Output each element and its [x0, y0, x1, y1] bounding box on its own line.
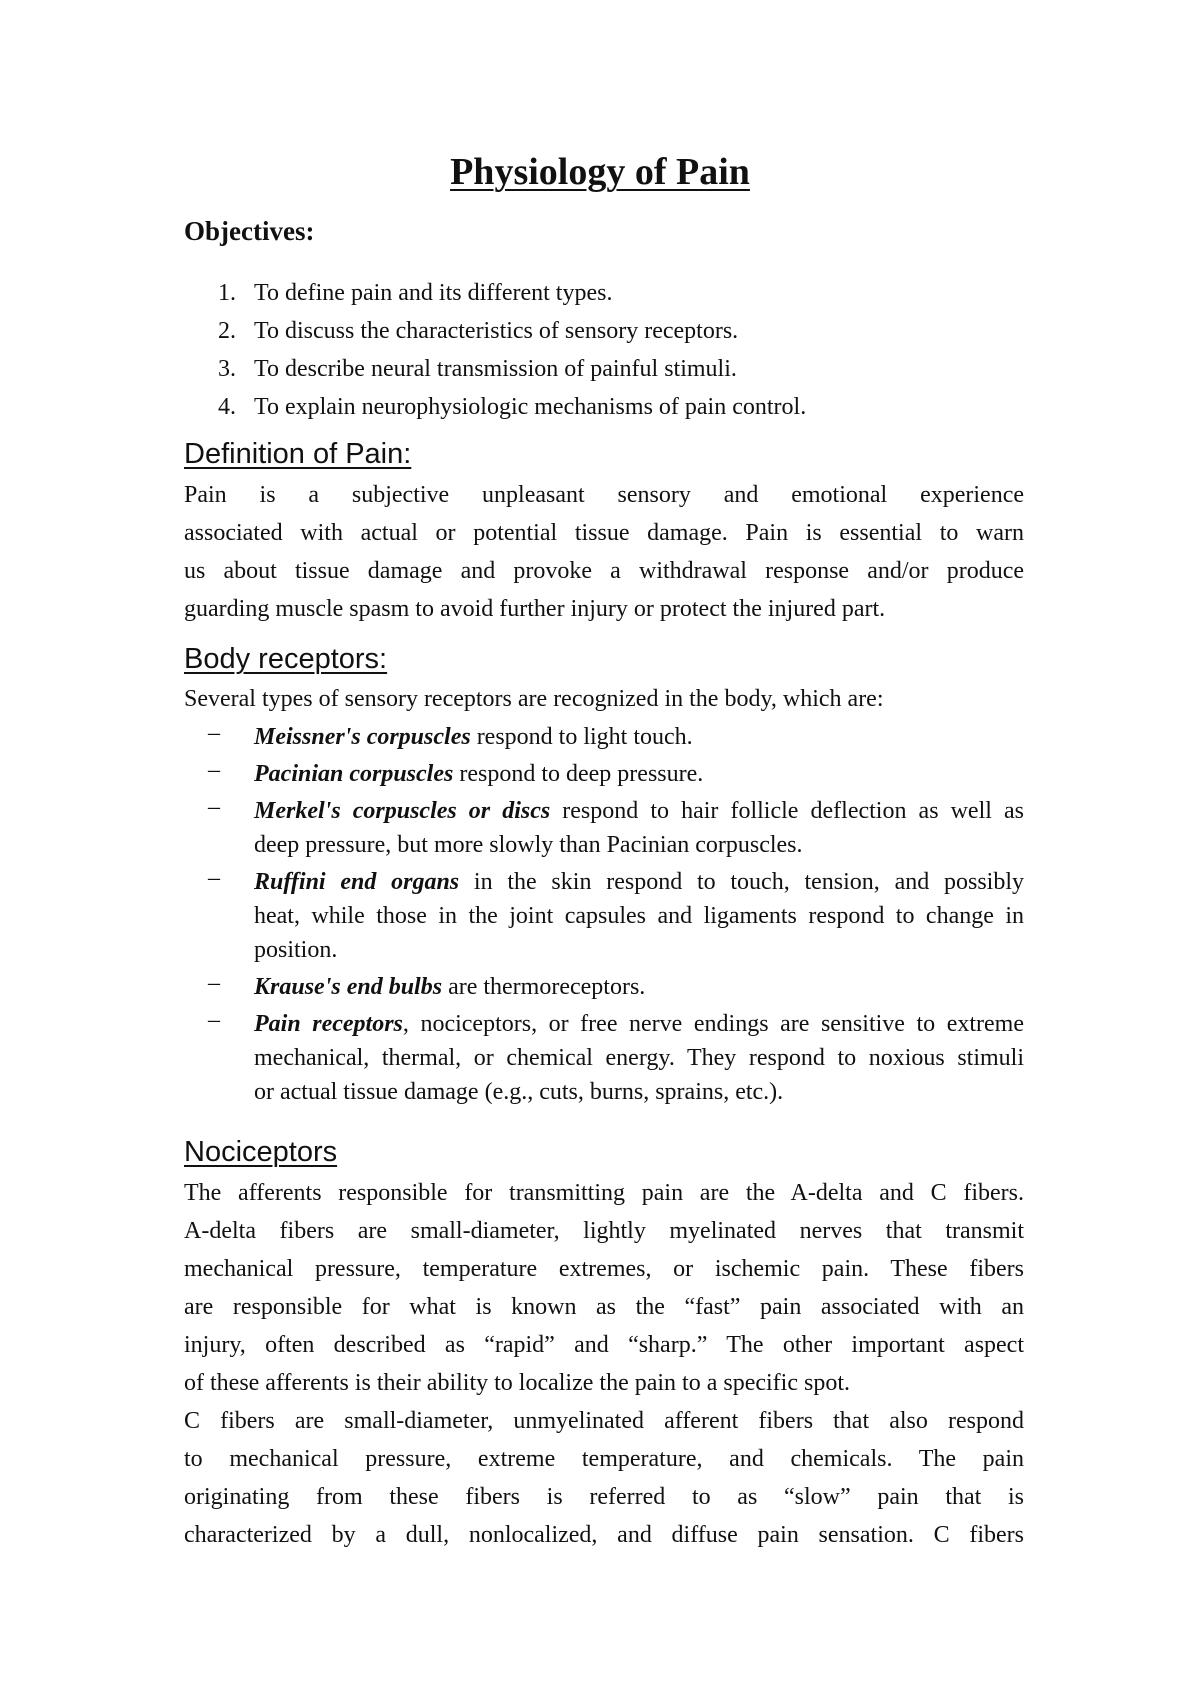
- receptor-term: Pain receptors: [254, 1011, 403, 1037]
- receptor-line: heat, while those in the joint capsules and ligaments respond to change in: [254, 903, 1024, 929]
- paragraph-line: mechanical pressure, temperature extremes, or ischemic pain. These fibers: [184, 1256, 1024, 1282]
- receptor-description: are thermoreceptors.: [442, 974, 646, 1000]
- receptor-description: in the skin respond to touch, tension, and possibly: [459, 869, 1024, 895]
- receptor-line: position.: [254, 937, 338, 963]
- receptor-term: Meissner's corpuscles: [254, 724, 471, 750]
- paragraph-line: to mechanical pressure, extreme temperature, and chemicals. The pain: [184, 1446, 1024, 1472]
- paragraph-line: us about tissue damage and provoke a withdrawal response and/or produce: [184, 558, 1024, 584]
- objective-number: 3.: [218, 356, 236, 382]
- page-title: Physiology of Pain: [450, 151, 750, 193]
- objectives-list: [218, 278, 806, 430]
- objective-item: [218, 354, 806, 392]
- receptor-term: Merkel's corpuscles or discs: [254, 798, 551, 824]
- objective-item: [218, 392, 806, 430]
- objective-number: 2.: [218, 318, 236, 344]
- definition-heading: Definition of Pain:: [184, 438, 412, 470]
- receptor-item: [184, 865, 1024, 967]
- objective-number: 4.: [218, 394, 236, 420]
- receptor-line: mechanical, thermal, or chemical energy. They respond to noxious stimuli: [254, 1045, 1024, 1071]
- receptor-line: [254, 757, 1024, 791]
- nociceptors-heading: Nociceptors: [184, 1136, 338, 1168]
- receptor-item: [184, 970, 1024, 1004]
- paragraph-line: are responsible for what is known as the “fast” pain associated with an: [184, 1294, 1024, 1320]
- nociceptors-paragraph: [184, 1174, 1024, 1554]
- paragraph-line: characterized by a dull, nonlocalized, and diffuse pain sensation. C fibers: [184, 1522, 1024, 1548]
- receptor-item: [184, 720, 1024, 754]
- paragraph-line: The afferents responsible for transmitting pain are the A-delta and C fibers.: [184, 1180, 1024, 1206]
- dash-bullet: –: [208, 865, 220, 891]
- receptor-item: [184, 757, 1024, 791]
- objective-text: To discuss the characteristics of sensory receptors.: [254, 318, 739, 344]
- receptor-description: respond to hair follicle deflection as well as: [550, 798, 1024, 824]
- objective-text: To describe neural transmission of painful stimuli.: [254, 356, 737, 382]
- dash-bullet: –: [208, 757, 220, 783]
- dash-bullet: –: [208, 1007, 220, 1033]
- objectives-heading: Objectives:: [184, 216, 315, 246]
- definition-paragraph: [184, 476, 1024, 628]
- receptor-line: [254, 794, 1024, 828]
- objective-number: 1.: [218, 280, 236, 306]
- dash-bullet: –: [208, 970, 220, 996]
- receptor-item: [184, 794, 1024, 862]
- receptor-line: or actual tissue damage (e.g., cuts, burns, sprains, etc.).: [254, 1079, 784, 1105]
- receptor-description: , nociceptors, or free nerve endings are sensitive to extreme: [402, 1011, 1024, 1037]
- receptor-line: [254, 865, 1024, 899]
- body-receptors-heading: Body receptors:: [184, 643, 388, 675]
- receptor-term: Ruffini end organs: [254, 869, 460, 895]
- receptor-item: [184, 1007, 1024, 1109]
- dash-bullet: –: [208, 720, 220, 746]
- paragraph-line: associated with actual or potential tissue damage. Pain is essential to warn: [184, 520, 1024, 546]
- receptor-line: deep pressure, but more slowly than Pacinian corpuscles.: [254, 832, 803, 858]
- receptor-line: [254, 720, 1024, 754]
- receptor-term: Pacinian corpuscles: [254, 761, 454, 787]
- paragraph-line: of these afferents is their ability to localize the pain to a specific spot.: [184, 1370, 850, 1396]
- paragraph-line: injury, often described as “rapid” and “sharp.” The other important aspect: [184, 1332, 1024, 1358]
- receptor-list: [184, 720, 1024, 1112]
- receptor-line: [254, 1007, 1024, 1041]
- paragraph-line: guarding muscle spasm to avoid further injury or protect the injured part.: [184, 596, 886, 622]
- objective-item: [218, 278, 806, 316]
- paragraph-line: Pain is a subjective unpleasant sensory and emotional experience: [184, 482, 1024, 508]
- dash-bullet: –: [208, 794, 220, 820]
- receptor-line: [254, 970, 1024, 1004]
- body-receptors-intro: Several types of sensory receptors are recognized in the body, which are:: [184, 686, 884, 712]
- receptor-description: respond to light touch.: [470, 724, 693, 750]
- paragraph-line: C fibers are small-diameter, unmyelinated afferent fibers that also respond: [184, 1408, 1024, 1434]
- objective-item: [218, 316, 806, 354]
- objective-text: To define pain and its different types.: [254, 280, 613, 306]
- receptor-term: Krause's end bulbs: [254, 974, 443, 1000]
- receptor-description: respond to deep pressure.: [453, 761, 704, 787]
- objective-text: To explain neurophysiologic mechanisms of pain control.: [254, 394, 807, 420]
- paragraph-line: originating from these fibers is referred to as “slow” pain that is: [184, 1484, 1024, 1510]
- paragraph-line: A-delta fibers are small-diameter, lightly myelinated nerves that transmit: [184, 1218, 1024, 1244]
